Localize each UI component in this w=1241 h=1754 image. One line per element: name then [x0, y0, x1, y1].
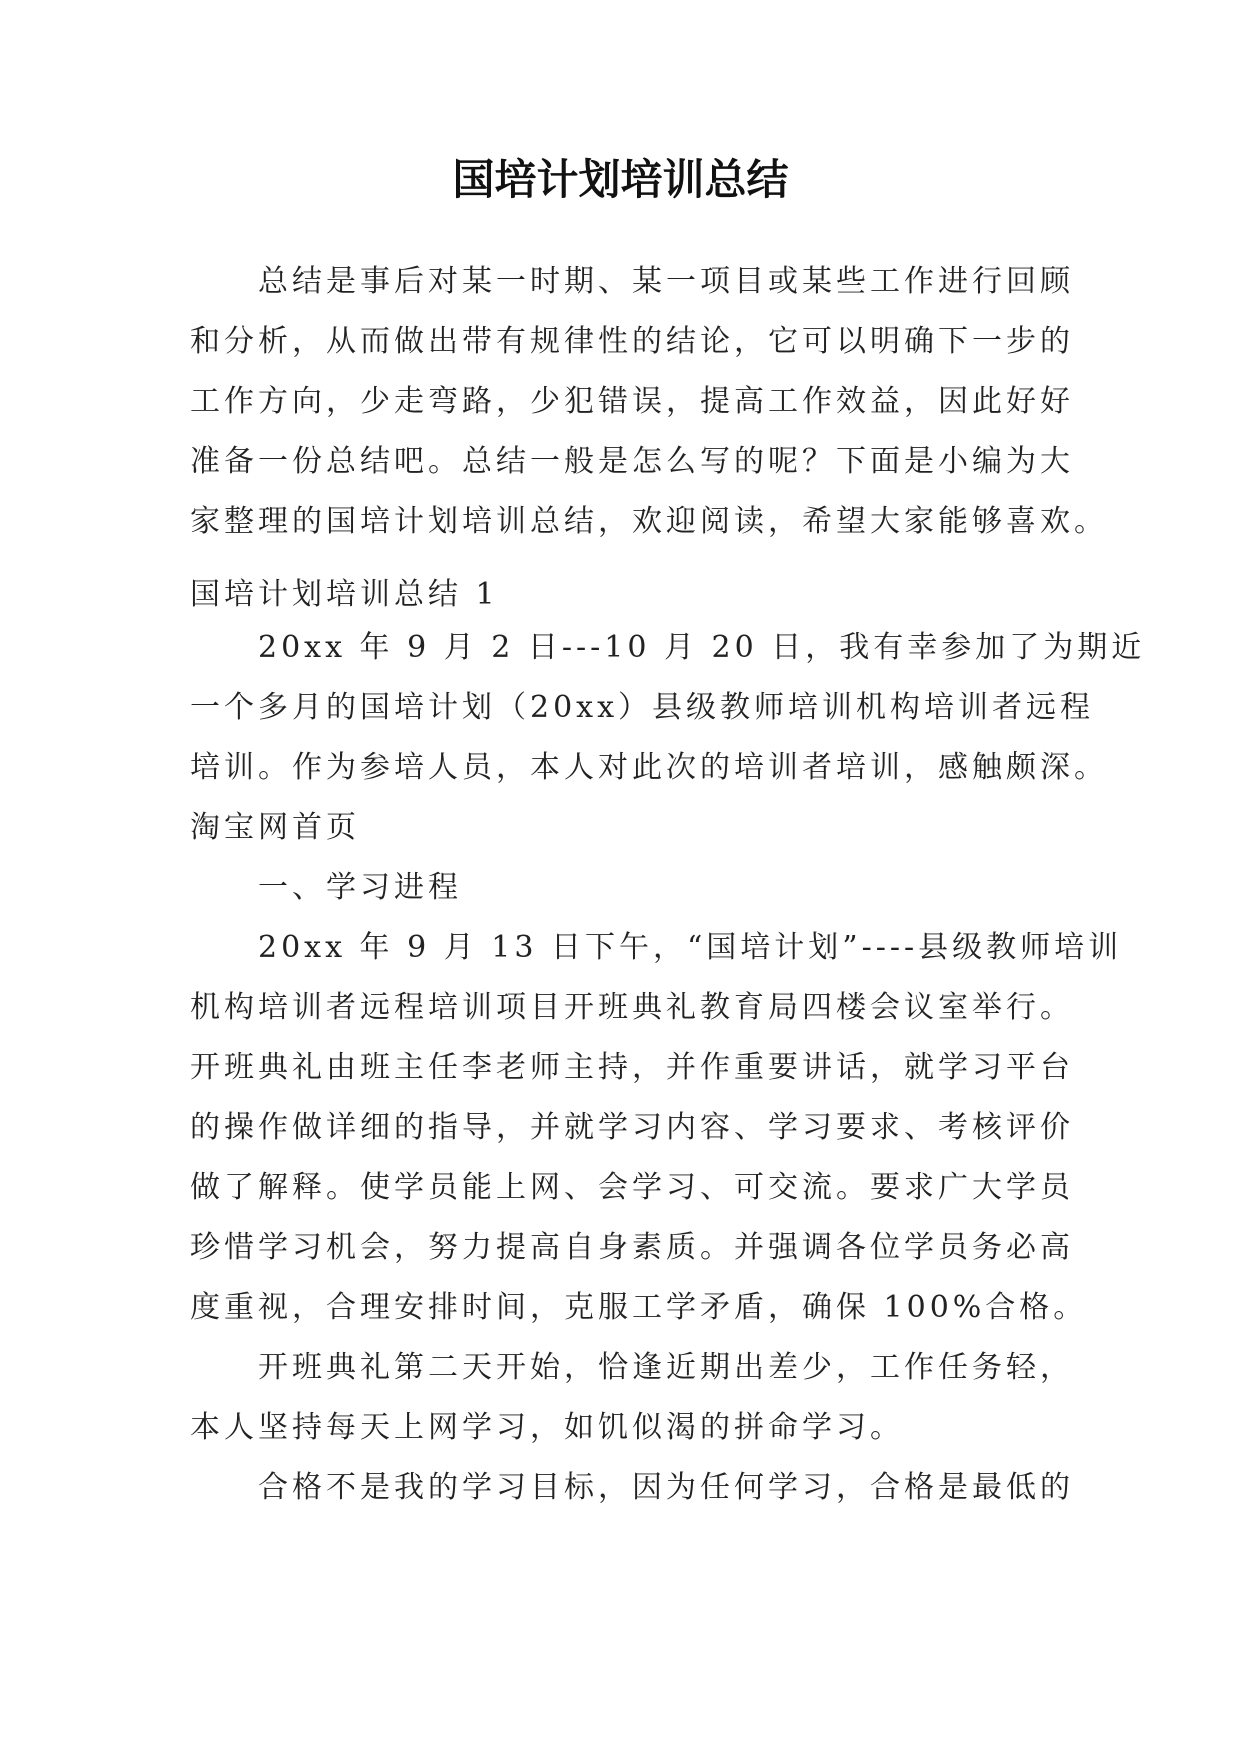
text-line: 家整理的国培计划培训总结，欢迎阅读，希望大家能够喜欢。 [190, 504, 1108, 539]
text-line: 度重视，合理安排时间，克服工学矛盾，确保 100%合格。 [190, 1290, 1088, 1325]
text-line: 合格不是我的学习目标，因为任何学习，合格是最低的 [258, 1470, 1074, 1505]
text-line: 开班典礼由班主任李老师主持，并作重要讲话，就学习平台 [190, 1050, 1074, 1085]
text-line: 珍惜学习机会，努力提高自身素质。并强调各位学员务必高 [190, 1230, 1074, 1265]
text-line: 工作方向，少走弯路，少犯错误，提高工作效益，因此好好 [190, 384, 1074, 419]
text-line: 的操作做详细的指导，并就学习内容、学习要求、考核评价 [190, 1110, 1074, 1145]
text-line: 培训。作为参培人员，本人对此次的培训者培训，感触颇深。 [190, 750, 1108, 785]
sub-heading: 一、学习进程 [258, 870, 462, 905]
text-line: 20xx 年 9 月 13 日下午，“国培计划”----县级教师培训 [258, 930, 1123, 965]
text-line: 淘宝网首页 [190, 810, 360, 845]
text-line: 20xx 年 9 月 2 日---10 月 20 日，我有幸参加了为期近 [258, 630, 1146, 665]
text-line: 总结是事后对某一时期、某一项目或某些工作进行回顾 [258, 264, 1074, 299]
text-line: 做了解释。使学员能上网、会学习、可交流。要求广大学员 [190, 1170, 1074, 1205]
section-heading: 国培计划培训总结 1 [190, 577, 499, 612]
text-line: 机构培训者远程培训项目开班典礼教育局四楼会议室举行。 [190, 990, 1074, 1025]
text-line: 和分析，从而做出带有规律性的结论，它可以明确下一步的 [190, 324, 1074, 359]
text-line: 准备一份总结吧。总结一般是怎么写的呢？下面是小编为大 [190, 444, 1074, 479]
document-title: 国培计划培训总结 [452, 155, 789, 204]
text-line: 开班典礼第二天开始，恰逢近期出差少，工作任务轻， [258, 1350, 1074, 1385]
intro-paragraph [190, 252, 1108, 552]
text-line: 一个多月的国培计划（20xx）县级教师培训机构培训者远程 [190, 690, 1095, 725]
section-body [190, 618, 1146, 1518]
text-line: 本人坚持每天上网学习，如饥似渴的拼命学习。 [190, 1410, 904, 1445]
